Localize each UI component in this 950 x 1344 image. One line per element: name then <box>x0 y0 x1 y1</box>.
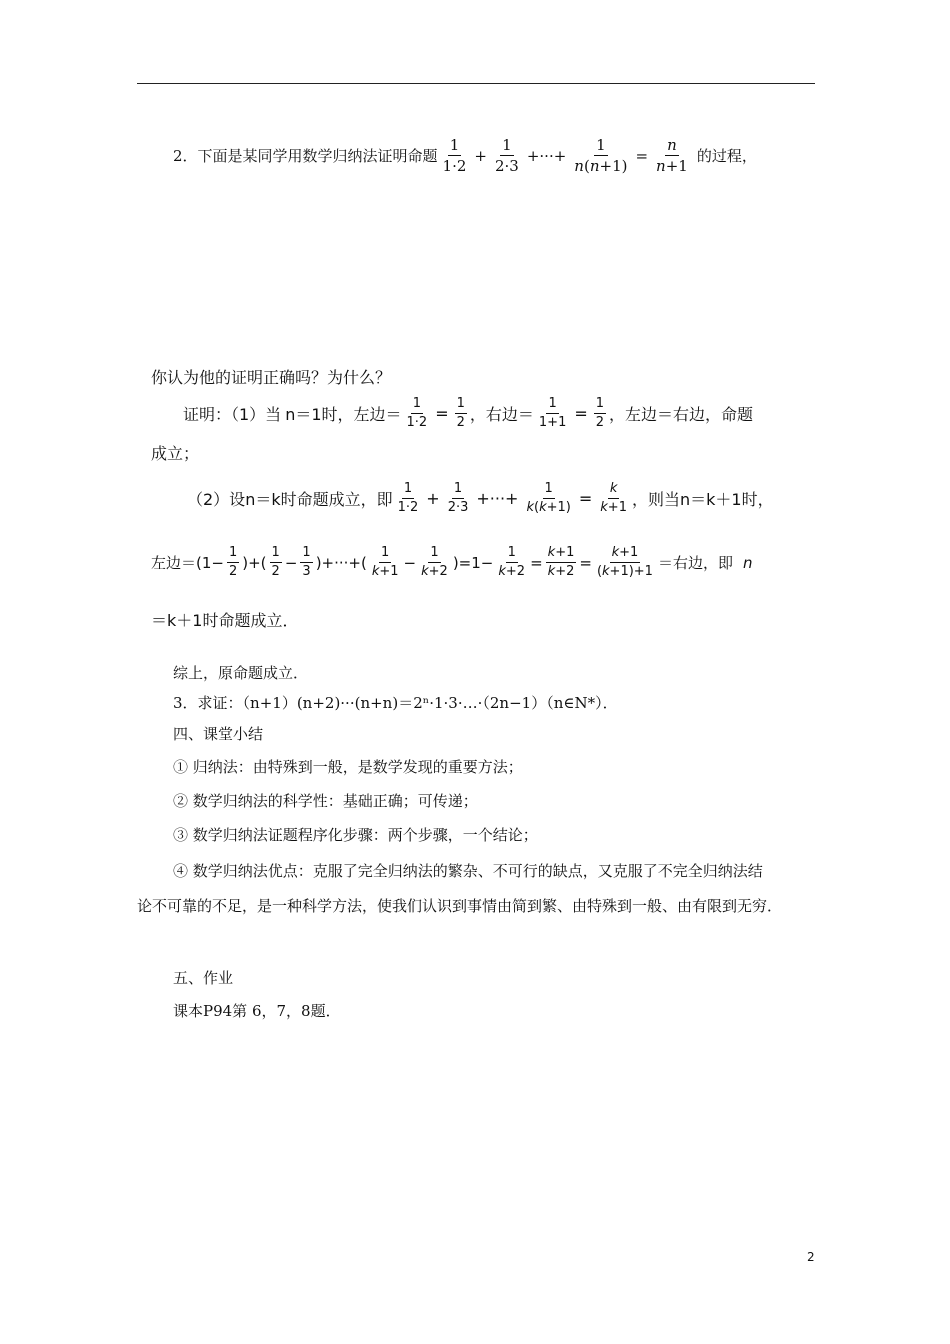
step3-cont: ＝k＋1时命题成立． <box>151 611 299 630</box>
fraction: $\frac{k+1}{(k+1)+1}$ <box>596 545 653 579</box>
summary-item-2: ② 数学归纳法的科学性：基础正确；可传递； <box>173 792 478 810</box>
fraction: $\frac{1}{1\cdot 2}$ <box>397 481 419 515</box>
step2-then: ，则当 <box>631 490 680 509</box>
step2-nk: n＝k＋1时， <box>679 490 774 509</box>
proof-step3: 左边＝ (1− $\frac{1}{2}$ )+( $\frac{1}{2}$ − $\frac{1}{3}$ )+···+( $\frac{1}{k+1}$ − $\frac{1}{k+2}$ )=1− $\frac{1}{k+2}$ = $\frac{k+1}{k+2}$ = $\frac{k+1}{(k+1)+1}$ ＝右边，即 n <box>151 545 753 579</box>
step1-end: ，左边＝右边，命题 <box>609 405 754 424</box>
page-number: 2 <box>807 1250 815 1264</box>
fraction: $\frac{1}{2\cdot 3}$ <box>494 136 519 175</box>
fraction: $\frac{1}{n(n+1)}$ <box>574 136 628 175</box>
step1-right: ，右边＝ <box>469 405 534 424</box>
step3-lead: 左边＝ <box>151 554 197 572</box>
step1-cont: 成立； <box>151 444 200 463</box>
fraction: $\frac{1}{k+2}$ <box>421 545 448 579</box>
fraction: $\frac{k}{k+1}$ <box>600 481 627 515</box>
q3-statement: 3．求证：（n+1）(n+2)···(n+n)＝2ⁿ·1·3·…·（2n−1）（n∈N*）． <box>173 694 618 712</box>
homework-text: 课本P94第 6，7，8题． <box>173 1002 341 1020</box>
fraction: $\frac{1}{k+1}$ <box>371 545 399 579</box>
fraction: $\frac{1}{2\cdot 3}$ <box>447 481 469 515</box>
fraction: $\frac{k+1}{k+2}$ <box>547 545 575 579</box>
step2-lead: （2）设 <box>187 490 246 509</box>
section4-title: 四、课堂小结 <box>173 725 264 743</box>
step3-n: n <box>742 553 753 572</box>
section5-title: 五、作业 <box>173 969 234 987</box>
fraction: $\frac{1}{1+1}$ <box>538 396 567 430</box>
fraction: $\frac{1}{2}$ <box>228 545 238 579</box>
fraction: $\frac{1}{2}$ <box>271 545 280 579</box>
fraction: $\frac{1}{k+2}$ <box>498 545 526 579</box>
step1-lead: 证明：（1）当 <box>183 405 282 424</box>
summary-item-3: ③ 数学归纳法证题程序化步骤：两个步骤，一个结论； <box>173 826 538 844</box>
q2-suffix: 的过程， <box>696 147 757 165</box>
step3-tail: ＝右边，即 <box>657 554 733 572</box>
summary-item-4: ④ 数学归纳法优点：克服了完全归纳法的繁杂、不可行的缺点，又克服了不完全归纳法结 <box>173 862 763 880</box>
proof-step1: 证明：（1）当 n＝1时，左边＝ $\frac{1}{1\cdot 2}$ = $\frac{1}{2}$ ，右边＝ $\frac{1}{1+1}$ = $\frac{1}{2}$ ，左边＝右边，命题 <box>183 396 754 430</box>
fraction: $\frac{1}{1\cdot 2}$ <box>406 396 428 430</box>
q2-statement: 2．下面是某同学用数学归纳法证明命题 $\frac{1}{1\cdot 2}$ + $\frac{1}{2\cdot 3}$ +···+ $\frac{1}{n(n+1)}$ = $\frac{n}{n+1}$ 的过程， <box>173 136 757 175</box>
header-rule <box>137 83 815 84</box>
proof-step2: （2）设 n＝k时命题成立，即 $\frac{1}{1\cdot 2}$ + $\frac{1}{2\cdot 3}$ +···+ $\frac{1}{k(k+1)}$ = $\frac{k}{k+1}$ ，则当 n＝k＋1时， <box>187 481 774 515</box>
step1-n1: n＝1时，左边＝ <box>285 405 402 424</box>
fraction: $\frac{1}{3}$ <box>302 545 311 579</box>
fraction: $\frac{1}{2}$ <box>595 396 605 430</box>
q2-prefix: 2．下面是某同学用数学归纳法证明命题 <box>173 147 438 165</box>
summary-item-1: ① 归纳法：由特殊到一般，是数学发现的重要方法； <box>173 758 523 776</box>
summary-item-4-cont: 论不可靠的不足，是一种科学方法，使我们认识到事情由简到繁、由特殊到一般、由有限到无穷． <box>137 897 783 915</box>
step2-hyp: n＝k时命题成立，即 <box>245 490 393 509</box>
q2-question: 你认为他的证明正确吗？为什么？ <box>151 368 392 387</box>
summary-line: 综上，原命题成立． <box>173 664 309 682</box>
fraction: $\frac{1}{2}$ <box>456 396 465 430</box>
fraction: $\frac{1}{k(k+1)}$ <box>526 481 571 515</box>
fraction: $\frac{1}{1\cdot 2}$ <box>442 136 467 175</box>
fraction: $\frac{n}{n+1}$ <box>656 136 688 175</box>
